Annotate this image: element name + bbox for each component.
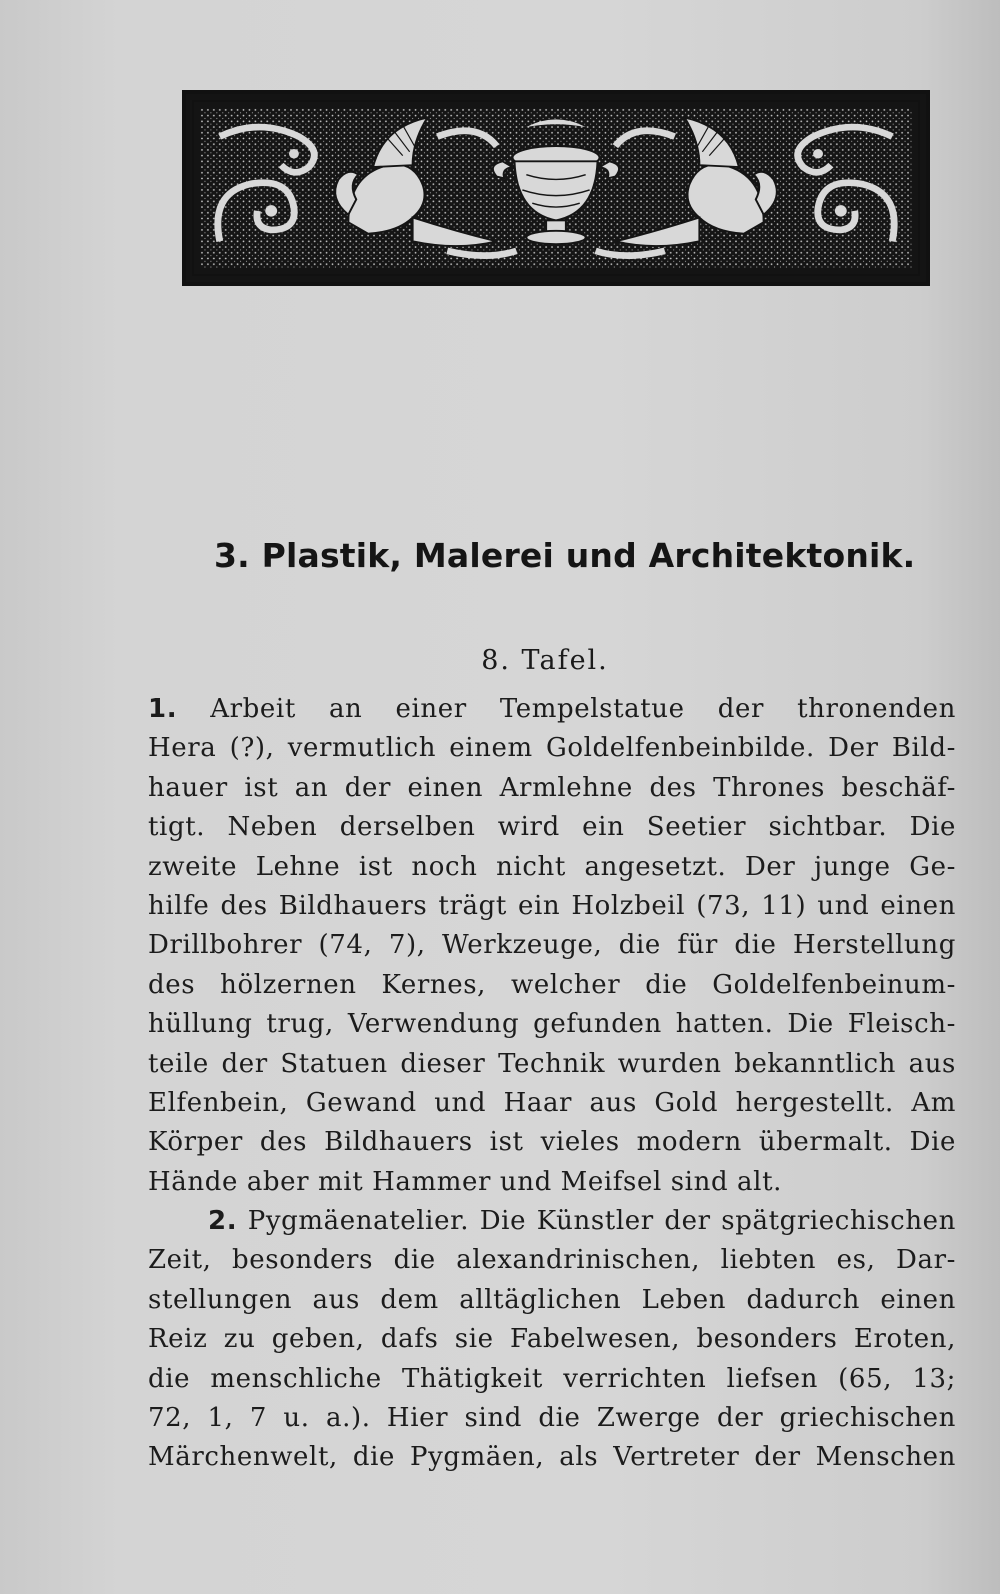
decorative-ornament-banner [182,90,930,286]
body-text [148,690,956,1478]
paragraph-2-line: Märchenwelt, die Pygmäen, als Vertreter der Menschen [148,1442,956,1473]
paragraph-2-line: Reiz zu geben, dafs sie Fabelwesen, besonders Eroten, [148,1324,956,1355]
paragraph-1-line: hilfe des Bildhauers trägt ein Holzbeil (73, 11) und einen [148,890,956,921]
paragraph-1-line: teile der Statuen dieser Technik wurden bekanntlich aus [148,1048,956,1079]
paragraph-2-line: 72, 1, 7 u. a.). Hier sind die Zwerge der griechischen [148,1403,956,1434]
paragraph-2-line: 2. Pygmäenatelier. Die Künstler der spätgriechischen [208,1206,956,1237]
paragraph-1-line: tigt. Neben derselben wird ein Seetier sichtbar. Die [148,812,956,843]
paragraph-1-line: hüllung trug, Verwendung gefunden hatten. Die Fleisch- [148,1009,956,1040]
paragraph-2-line: stellungen aus dem alltäglichen Leben dadurch einen [148,1284,956,1315]
paragraph-1-line: Elfenbein, Gewand und Haar aus Gold hergestellt. Am [148,1087,956,1118]
section-heading: 3. Plastik, Malerei und Architektonik. [214,536,916,575]
paragraph-2-line: die menschliche Thätigkeit verrichten liefsen (65, 13; [148,1363,956,1394]
paragraph-1-line: Hera (?), vermutlich einem Goldelfenbeinbilde. Der Bild- [148,733,956,764]
paragraph-1-line: hauer ist an der einen Armlehne des Thrones beschäf- [148,772,956,803]
paragraph-number: 2. [208,1206,238,1237]
paragraph-number: 1. [148,694,178,724]
paragraph-1-line: Drillbohrer (74, 7), Werkzeuge, die für die Herstellung [148,930,956,961]
paragraph-1-line: Körper des Bildhauers ist vieles modern übermalt. Die [148,1127,956,1158]
plate-heading: 8. Tafel. [481,645,609,676]
paragraph-1-line: des hölzernen Kernes, welcher die Goldelfenbeinum- [148,969,956,1000]
paragraph-1-line: 1. Arbeit an einer Tempelstatue der thronenden [148,694,956,724]
griffin-vase-ornament-icon [200,108,912,268]
paragraph-2-line: Zeit, besonders die alexandrinischen, liebten es, Dar- [148,1245,956,1276]
paragraph-1-line: zweite Lehne ist noch nicht angesetzt. Der junge Ge- [148,851,956,882]
paragraph-1-line: Hände aber mit Hammer und Meifsel sind alt. [148,1166,782,1197]
